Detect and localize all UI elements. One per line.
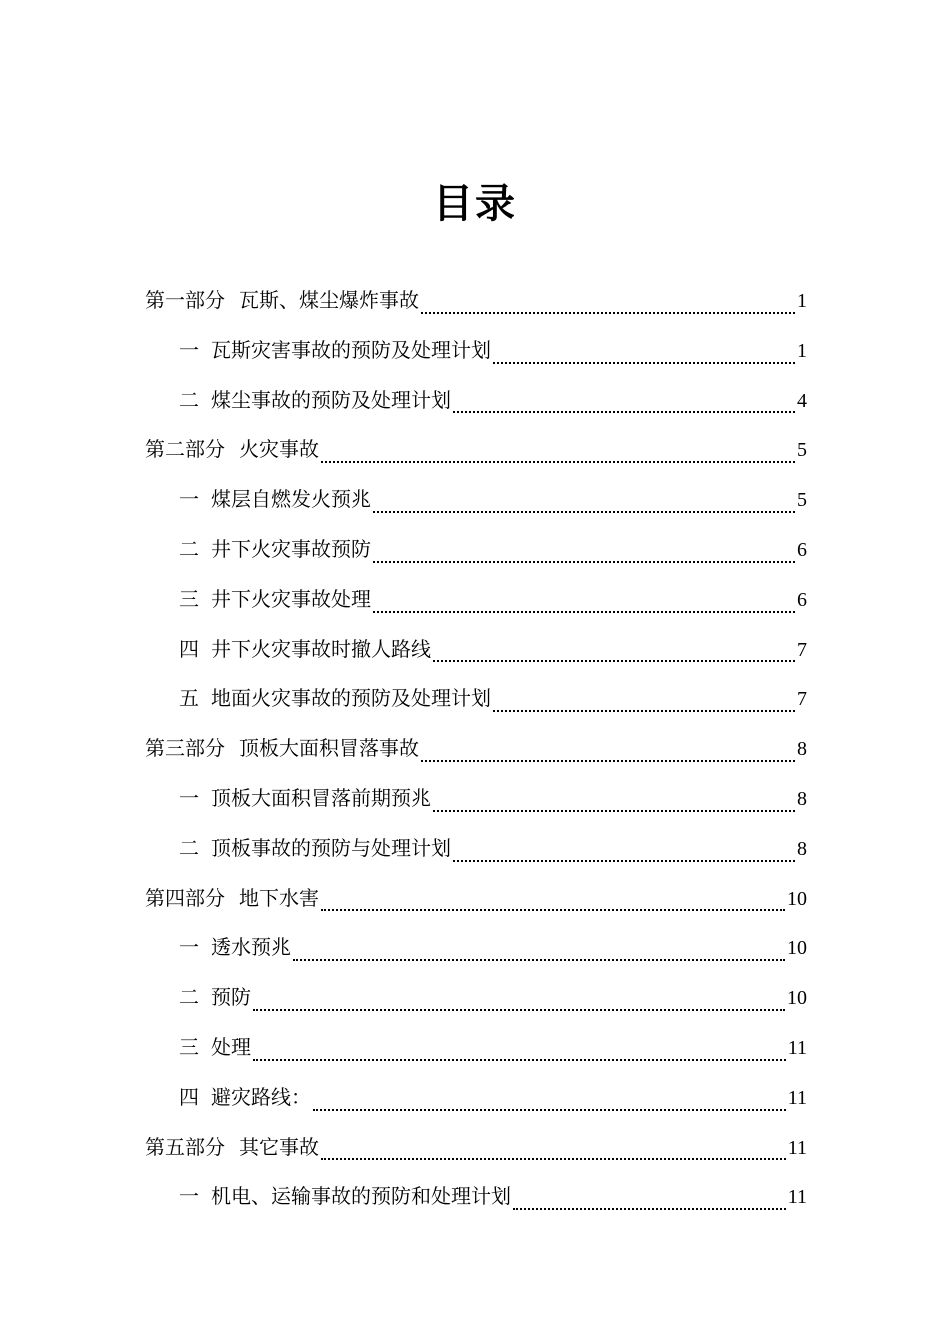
dot-leader [453,410,795,413]
toc-entry-title: 火灾事故 [239,437,319,462]
toc-section-entry[interactable] [145,678,807,728]
toc-entry-title: 煤层自燃发火预兆 [211,487,371,512]
toc-entry-number: 第三部分 [145,736,225,761]
toc-section-entry[interactable] [145,778,807,828]
toc-entry-number: 一 [179,487,199,512]
toc-entry-title: 井下火灾事故时撤人路线 [211,636,431,661]
toc-entry-number: 第五部分 [145,1134,225,1159]
dot-leader [373,610,795,613]
toc-entry-title: 瓦斯、煤尘爆炸事故 [239,288,419,312]
toc-entry-title: 透水预兆 [211,935,291,960]
toc-entry-number: 三 [179,1034,199,1059]
toc-entry-page-number: 1 [797,290,807,312]
toc-section-entry[interactable] [145,629,807,679]
dot-leader [373,510,795,513]
toc-entry-page-number: 6 [797,538,807,561]
toc-section-entry[interactable] [145,977,807,1027]
toc-entry-page-number: 11 [787,1186,807,1209]
toc-part-entry[interactable] [145,280,807,330]
toc-entry-page-number: 10 [787,887,807,910]
dot-leader [293,958,785,961]
toc-entry-title: 处理 [211,1034,251,1059]
dot-leader [321,908,785,911]
toc-section-entry[interactable] [145,927,807,977]
dot-leader [433,809,795,812]
toc-section-entry[interactable] [145,1176,807,1226]
toc-entry-title: 机电、运输事故的预防和处理计划 [211,1184,511,1209]
toc-entry-number: 二 [179,985,199,1010]
dot-leader [493,709,795,712]
toc-entry-number: 第二部分 [145,437,225,462]
dot-leader [421,311,795,314]
toc-entry-number: 二 [179,536,199,561]
toc-entry-title: 煤尘事故的预防及处理计划 [211,387,451,412]
toc-entry-title: 井下火灾事故处理 [211,586,371,611]
toc-entry-number: 五 [179,686,199,711]
toc-entry-number: 一 [179,1184,199,1209]
toc-entry-page-number: 6 [797,588,807,611]
toc-part-entry[interactable] [145,878,807,928]
dot-leader [253,1058,786,1061]
dot-leader [313,1108,786,1111]
toc-entry-page-number: 5 [797,489,807,512]
toc-entry-page-number: 10 [787,937,807,960]
toc-entry-page-number: 7 [797,638,807,661]
toc-part-entry[interactable] [145,1127,807,1177]
toc-part-entry[interactable] [145,429,807,479]
page-title: 目录 [433,181,517,227]
toc-entry-page-number: 11 [787,1036,807,1059]
toc-section-entry[interactable] [145,579,807,629]
dot-leader [321,460,795,463]
toc-entry-title: 井下火灾事故预防 [211,536,371,561]
toc-entry-page-number: 11 [787,1136,807,1159]
toc-entry-page-number: 11 [787,1086,807,1109]
toc-entry-number: 一 [179,785,199,810]
toc-entry-page-number: 5 [797,439,807,462]
dot-leader [493,361,795,364]
dot-leader [433,659,795,662]
toc-entry-page-number: 1 [797,339,807,362]
toc-entry-title: 避灾路线： [211,1084,311,1109]
dot-leader [453,859,795,862]
toc-entry-page-number: 8 [797,837,807,860]
toc-entry-number: 第一部分 [145,288,225,312]
toc-entry-page-number: 8 [797,738,807,761]
table-of-contents [145,280,807,1226]
toc-section-entry[interactable] [145,529,807,579]
dot-leader [373,560,795,563]
toc-entry-title: 预防 [211,985,251,1010]
toc-entry-title: 顶板事故的预防与处理计划 [211,835,451,860]
toc-entry-page-number: 4 [797,389,807,412]
toc-entry-title: 地下水害 [239,885,319,910]
toc-section-entry[interactable] [145,1077,807,1127]
toc-entry-number: 二 [179,835,199,860]
toc-entry-page-number: 7 [797,688,807,711]
dot-leader [421,759,795,762]
toc-entry-number: 二 [179,387,199,412]
dot-leader [513,1207,786,1210]
toc-section-entry[interactable] [145,380,807,430]
toc-entry-page-number: 10 [787,987,807,1010]
toc-entry-number: 一 [179,337,199,362]
toc-entry-title: 其它事故 [239,1134,319,1159]
dot-leader [321,1157,786,1160]
toc-section-entry[interactable] [145,479,807,529]
toc-section-entry[interactable] [145,828,807,878]
toc-entry-title: 顶板大面积冒落事故 [239,736,419,761]
toc-entry-number: 四 [179,1084,199,1109]
toc-section-entry[interactable] [145,1027,807,1077]
toc-entry-title: 瓦斯灾害事故的预防及处理计划 [211,337,491,362]
toc-entry-number: 四 [179,636,199,661]
toc-entry-number: 第四部分 [145,885,225,910]
toc-entry-number: 一 [179,935,199,960]
toc-part-entry[interactable] [145,728,807,778]
dot-leader [253,1008,785,1011]
toc-entry-number: 三 [179,586,199,611]
toc-entry-page-number: 8 [797,787,807,810]
toc-entry-title: 顶板大面积冒落前期预兆 [211,785,431,810]
toc-section-entry[interactable] [145,330,807,380]
toc-entry-title: 地面火灾事故的预防及处理计划 [211,686,491,711]
